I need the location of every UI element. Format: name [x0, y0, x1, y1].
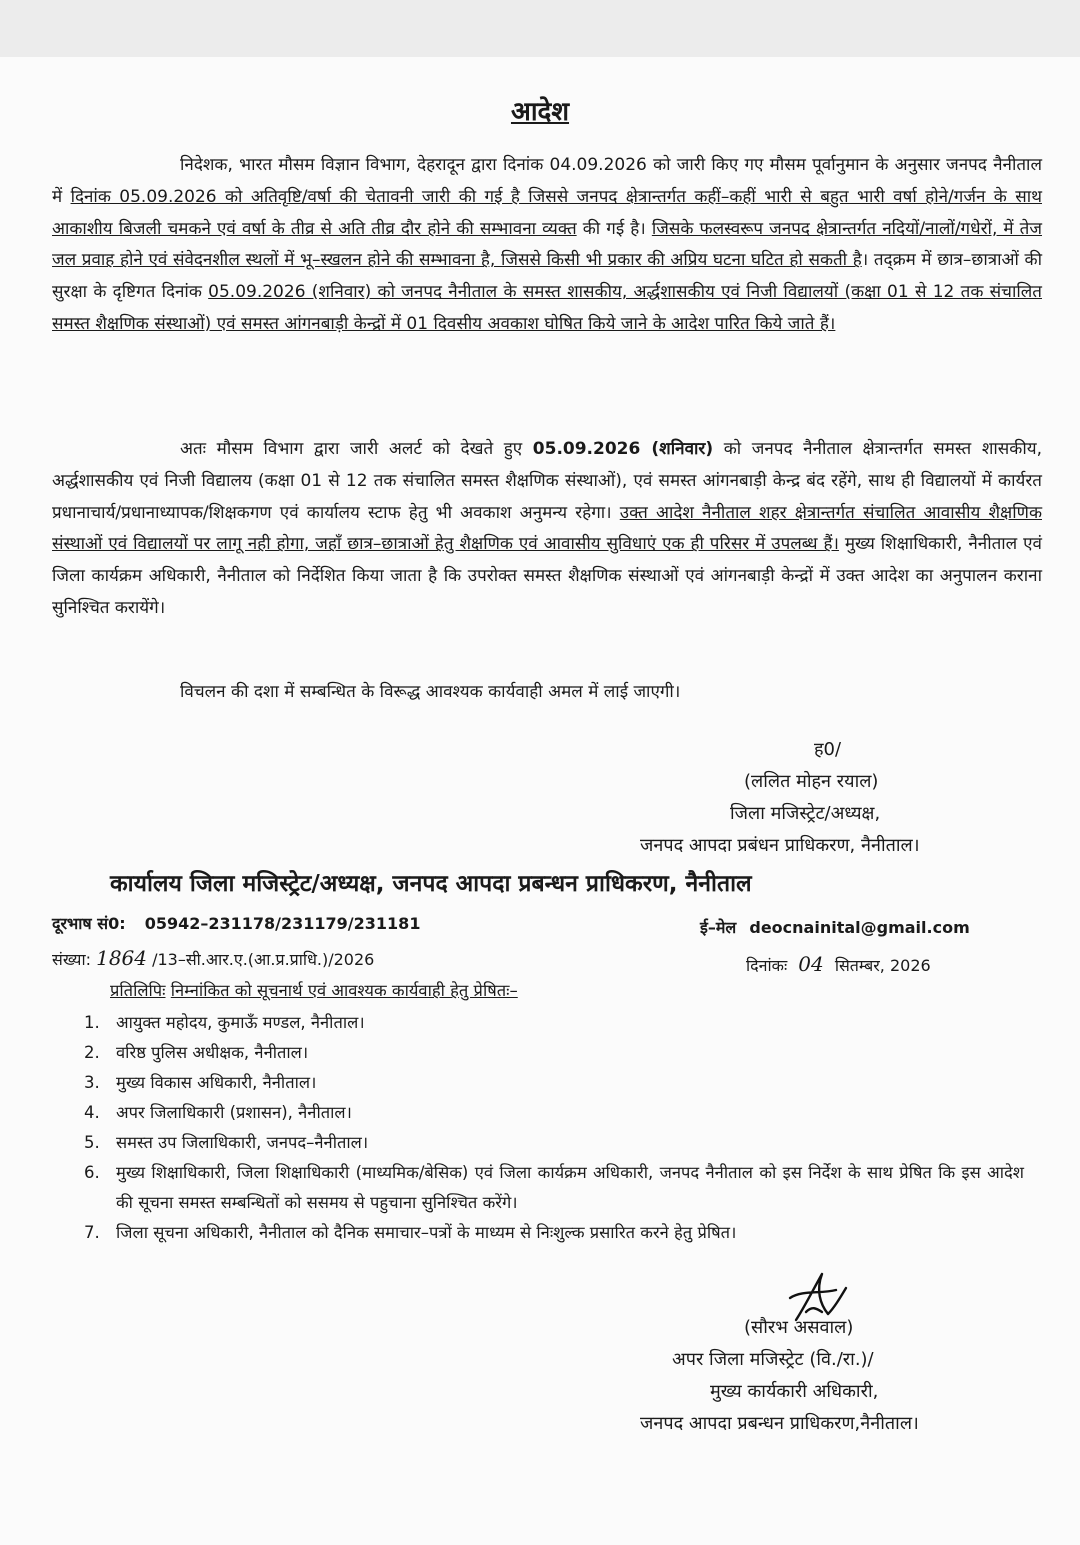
cc-item — [84, 1128, 1024, 1158]
cc-item — [84, 1218, 1024, 1248]
para2-exemption-underlined: उक्त आदेश नैनीताल शहर क्षेत्रान्तर्गत संचालित आवासीय शैक्षणिक संस्थाओं एवं विद्यालयों पर लागू नही होगा, जहाँ छात्र–छात्राओं हेतु शैक्षणिक एवं आवासीय सुविधाएं एक ही परिसर में उपलब्ध हैं। — [52, 502, 1042, 555]
para2-date-bold: 05.09.2026 (शनिवार) — [532, 439, 714, 459]
reference-row — [52, 946, 374, 970]
para1-text-c: । तद्क्रम में छात्र–छात्राओं की सुरक्षा के दृष्टिगत दिनांक — [52, 250, 1043, 303]
para1-holiday-underlined: 05.09.2026 (शनिवार) को जनपद नैनीताल के समस्त शासकीय, अर्द्धशासकीय एवं निजी विद्यालयों (कक्षा 01 से 12 तक संचालित समस्त शैक्षणिक संस्थाओं) एवं समस्त आंगनबाड़ी केन्द्रों में 01 दिवसीय अवकाश घोषित किये जाने के आदेश पारित किये जाते हैं। — [52, 282, 1042, 334]
para1-text-b: की गई है। — [576, 218, 652, 239]
email-value: deocnainital@gmail.com — [749, 918, 970, 937]
phone-label: दूरभाष सं0: — [52, 914, 126, 933]
cc-item-text: आयुक्त महोदय, कुमाऊँ मण्डल, नैनीताल। — [116, 1013, 365, 1032]
sig2-role: मुख्य कार्यकारी अधिकारी, — [710, 1381, 879, 1402]
sig2-name: (सौरभ असवाल) — [744, 1317, 854, 1338]
office-heading: कार्यालय जिला मजिस्ट्रेट/अध्यक्ष, जनपद आपदा प्रबन्धन प्राधिकरण, नैनीताल — [110, 871, 752, 897]
signature-block-dm — [640, 734, 1060, 862]
email-row — [700, 916, 970, 938]
cc-item-number: 3. — [84, 1073, 100, 1092]
cc-item-text: समस्त उप जिलाधिकारी, जनपद–नैनीताल। — [116, 1133, 369, 1152]
cc-heading: प्रतिलिपिः — [110, 981, 166, 1000]
top-bar — [0, 0, 1080, 57]
cc-item — [84, 1098, 1024, 1128]
para3-text: विचलन की दशा में सम्बन्धित के विरूद्ध आवश्यक कार्यवाही अमल में लाई जाएगी। — [180, 682, 681, 702]
para2-text-b: को जनपद नैनीताल क्षेत्रान्तर्गत समस्त शासकीय, अर्द्धशासकीय एवं निजी विद्यालय (कक्षा 01 से 12 तक संचालित समस्त शैक्षणिक संस्थाओं), एवं समस्त आंगनबाड़ी केन्द्र बंद रहेंगे, साथ ही विद्यालयों में कार्यरत प्रधानाचार्य/प्रधानाध्यापक/शिक्षकगण एवं कार्यालय स्टाफ हेतु भी अवकाश अनुमन्य रहेगा। — [52, 439, 1042, 523]
sig1-line1: ह0/ — [814, 739, 842, 760]
sig1-designation: जिला मजिस्ट्रेट/अध्यक्ष, — [730, 803, 881, 824]
cc-heading-row — [110, 978, 518, 1001]
phone-row — [52, 912, 420, 934]
order-paragraph-2 — [52, 434, 1042, 625]
cc-item-text: मुख्य शिक्षाधिकारी, जिला शिक्षाधिकारी (माध्यमिक/बेसिक) एवं जिला कार्यक्रम अधिकारी, जनपद नैनीताल को इस निर्देश के साथ प्रेषित कि इस आदेश की सूचना समस्त सम्बन्धितों को ससमय से पहुचाना सुनिश्चित करेंगे। — [116, 1163, 1024, 1212]
para1-warning-underlined: दिनांक 05.09.2026 को अतिवृष्टि/वर्षा की चेतावनी जारी की गई है जिससे जनपद क्षेत्रान्तर्गत कहीं–कहीं भारी से बहुत भारी वर्षा होने/गर्जन के साथ आकाशीय बिजली चमकने एवं वर्षा के तीव्र से अति तीव्र दौर होने की सम्भावना व्यक्त — [52, 186, 1042, 239]
cc-item — [84, 1008, 1024, 1038]
cc-item — [84, 1038, 1024, 1068]
cc-intro: निम्नांकित को सूचनार्थ एवं आवश्यक कार्यवाही हेतु प्रेषितः– — [170, 981, 518, 1000]
phone-value: 05942–231178/231179/231181 — [144, 914, 421, 933]
cc-item — [84, 1158, 1024, 1218]
signature-block-adm — [640, 1312, 1060, 1440]
cc-list — [84, 1008, 1024, 1248]
sig2-authority: जनपद आपदा प्रबन्धन प्राधिकरण,नैनीताल। — [640, 1413, 919, 1434]
sig1-name: (ललित मोहन रयाल) — [744, 771, 879, 792]
ref-rest: /13–सी.आर.ए.(आ.प्र.प्राधि.)/2026 — [152, 950, 375, 969]
cc-item-number: 4. — [84, 1103, 100, 1122]
date-rest: सितम्बर, 2026 — [834, 956, 931, 975]
cc-item-number: 1. — [84, 1013, 100, 1032]
cc-item-text: अपर जिलाधिकारी (प्रशासन), नैनीताल। — [116, 1103, 352, 1122]
cc-item-text: मुख्य विकास अधिकारी, नैनीताल। — [116, 1073, 317, 1092]
para2-text-a: अतः मौसम विभाग द्वारा जारी अलर्ट को देखते हुए — [180, 439, 533, 459]
order-paragraph-1 — [52, 150, 1042, 341]
cc-item-text: वरिष्ठ पुलिस अधीक्षक, नैनीताल। — [116, 1043, 309, 1062]
cc-item-number: 2. — [84, 1043, 100, 1062]
date-label: दिनांकः — [746, 956, 788, 975]
ref-label: संख्या: — [52, 950, 91, 969]
cc-item-number: 5. — [84, 1133, 100, 1152]
cc-item-number: 6. — [84, 1163, 100, 1182]
date-row — [746, 952, 931, 976]
cc-item — [84, 1068, 1024, 1098]
para1-text-a: निदेशक, भारत मौसम विज्ञान विभाग, देहरादून द्वारा दिनांक 04.09.2026 को जारी किए गए मौसम पूर्वानुमान के अनुसार जनपद नैनीताल में — [52, 155, 1042, 207]
email-label: ई–मेल — [700, 918, 737, 937]
order-title: आदेश — [510, 97, 570, 127]
sig2-designation: अपर जिला मजिस्ट्रेट (वि./रा.)/ — [672, 1349, 874, 1370]
date-handwritten: 04 — [798, 952, 824, 976]
para1-risk-underlined: जिसके फलस्वरूप जनपद क्षेत्रान्तर्गत नदियों/नालों/गधेरों, में तेज जल प्रवाह होने एवं संवेदनशील स्थलों में भू–स्खलन होने की सम्भावना है, जिससे किसी भी प्रकार की अप्रिय घटना घटित हो सकती है — [52, 218, 1042, 271]
cc-item-number: 7. — [84, 1223, 100, 1242]
ref-number-handwritten: 1864 — [96, 946, 147, 970]
order-paragraph-3 — [52, 677, 1042, 709]
sig1-authority: जनपद आपदा प्रबंधन प्राधिकरण, नैनीताल। — [640, 835, 920, 856]
cc-item-text: जिला सूचना अधिकारी, नैनीताल को दैनिक समाचार–पत्रों के माध्यम से निःशुल्क प्रसारित करने हेतु प्रेषित। — [116, 1223, 737, 1242]
para2-text-c: मुख्य शिक्षाधिकारी, नैनीताल एवं जिला कार्यक्रम अधिकारी, नैनीताल को निर्देशित किया जाता है कि उपरोक्त समस्त शैक्षणिक संस्थाओं एवं आंगनबाड़ी केन्द्रों में उक्त आदेश का अनुपालन कराना सुनिश्चित करायेंगे। — [52, 534, 1042, 618]
